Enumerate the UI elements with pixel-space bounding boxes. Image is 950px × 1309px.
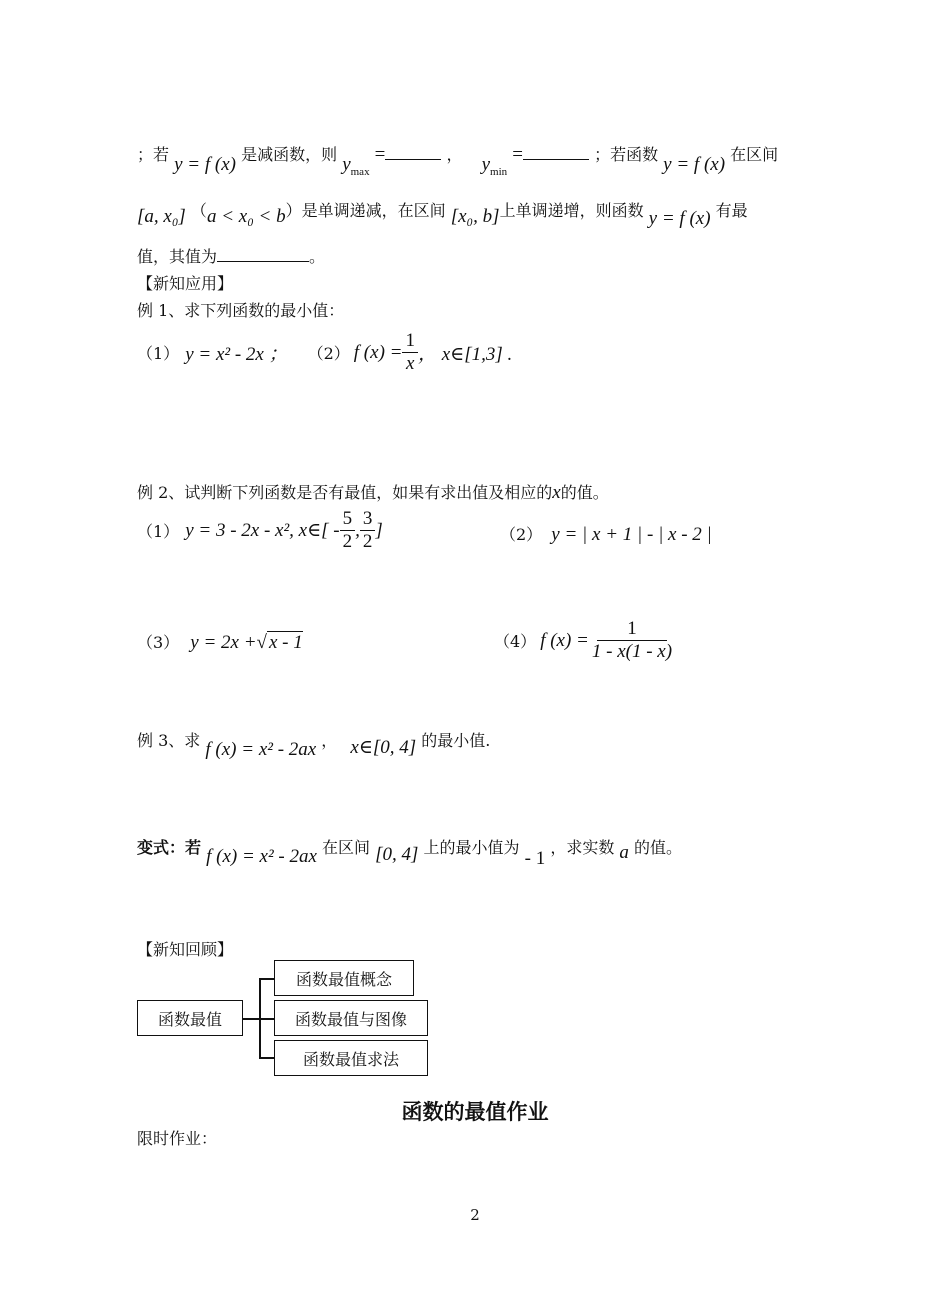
diagram-child-concept: 函数最值概念: [274, 960, 414, 996]
variable-x: x: [552, 482, 561, 503]
ymax-symbol: $y_{max}$: [342, 154, 370, 178]
text: ；若函数: [594, 145, 659, 164]
blank-ymin: [523, 159, 589, 160]
item-number: （1）: [137, 522, 180, 541]
text: ，: [446, 145, 463, 164]
text: 值，其值为: [137, 247, 218, 266]
fraction-5-2: $\frac{5}{2}$: [340, 508, 356, 553]
item-number: （4）: [494, 632, 537, 651]
connector-line: [259, 1057, 274, 1059]
text: 有最: [715, 201, 748, 220]
variant-label: 变式：若: [137, 838, 202, 857]
condition: a < x₀ < b: [206, 206, 286, 227]
interval: [0, 4]: [375, 844, 419, 865]
example-2-formula-2: （2） y = | x + 1 | - | x - 2 |: [500, 524, 712, 545]
example-2-title: 例 2、试判断下列函数是否有最值，如果有求出值及相应的x的值。: [137, 482, 609, 503]
formula: f (x) = x² - 2ax: [205, 739, 317, 760]
text-line-1: [137, 142, 779, 178]
text: （: [190, 201, 207, 220]
example-1-formulas: [137, 330, 512, 375]
formula-1: y = x² - 2x ；: [185, 344, 288, 365]
fraction-1-over-x: $\frac{1}{x}$: [402, 330, 418, 375]
text: 在区间: [730, 145, 779, 164]
text: ；若: [137, 145, 170, 164]
formula: f (x) = x² - 2ax: [206, 846, 317, 867]
example-3: 例 3、求 f (x) = x² - 2ax ， x∈[0, 4] 的最小值.: [137, 731, 491, 760]
interval-x0-b: [x₀, b]: [450, 206, 500, 227]
example-2-formula-1: （1） y = 3 - 2x - x², x∈[ - $\frac{5}{2}$ , $\frac{3}{2}$ ]: [137, 508, 383, 552]
text-line-3: [137, 244, 325, 267]
ymin-symbol: $y_{min}$: [481, 154, 508, 178]
item-number: （2）: [500, 525, 543, 544]
item-number: （3）: [137, 633, 180, 652]
variable-a: a: [619, 842, 629, 863]
text: 是减函数，则: [241, 145, 338, 164]
text: ）是单调递减，在区间: [285, 201, 446, 220]
formula-2-lhs: f (x) =: [353, 341, 403, 363]
homework-title: 函数的最值作业: [401, 1100, 549, 1124]
interval-a-x0: [a, x₀]: [137, 206, 186, 227]
domain: x∈[0, 4]: [350, 737, 417, 758]
connector-line: [243, 1018, 259, 1020]
diagram-root-box: 函数最值: [137, 1000, 243, 1036]
section-heading-application: 【新知应用】: [137, 274, 234, 293]
connector-line: [259, 978, 274, 980]
formula-2-domain: ， x∈[1,3] .: [417, 344, 513, 365]
text: 上单调递增，则函数: [499, 201, 644, 220]
fraction-3-2: $\frac{3}{2}$: [360, 508, 376, 553]
value: - 1: [524, 848, 546, 869]
homework-subtitle: 限时作业：: [137, 1129, 218, 1148]
diagram-child-method: 函数最值求法: [274, 1040, 428, 1076]
blank-value: [217, 261, 309, 262]
section-heading-review: 【新知回顾】: [137, 940, 234, 959]
text-line-2: [137, 198, 748, 229]
formula-y-f-x: y = f (x): [648, 208, 711, 229]
page-number: 2: [470, 1206, 480, 1224]
equals-sign: =: [512, 144, 523, 165]
fraction-1-over-expr: $\frac{1}{1 - x(1 - x)}$: [591, 618, 673, 662]
item-number: （2）: [307, 344, 350, 363]
equals-sign: =: [374, 144, 386, 165]
formula-y-f-x: y = f (x): [663, 154, 726, 175]
example-2-formula-4: （4） f (x) = $\frac{1}{1 - x(1 - x)}$: [494, 618, 675, 663]
blank-ymax: [385, 159, 441, 160]
variant-problem: 变式：若 f (x) = x² - 2ax 在区间 [0, 4] 上的最小值为 - 1 ，求实数 a 的值。: [137, 838, 683, 869]
item-number: （1）: [137, 344, 180, 363]
example-1-title: 例 1、求下列函数的最小值：: [137, 301, 345, 320]
example-2-formula-3: （3） y = 2x +√ x - 1: [137, 632, 303, 653]
connector-line: [259, 1018, 274, 1020]
formula-y-f-x: y = f (x): [174, 154, 236, 175]
square-root: x - 1: [268, 632, 303, 653]
text: 。: [309, 247, 326, 266]
diagram-child-graph: 函数最值与图像: [274, 1000, 428, 1036]
